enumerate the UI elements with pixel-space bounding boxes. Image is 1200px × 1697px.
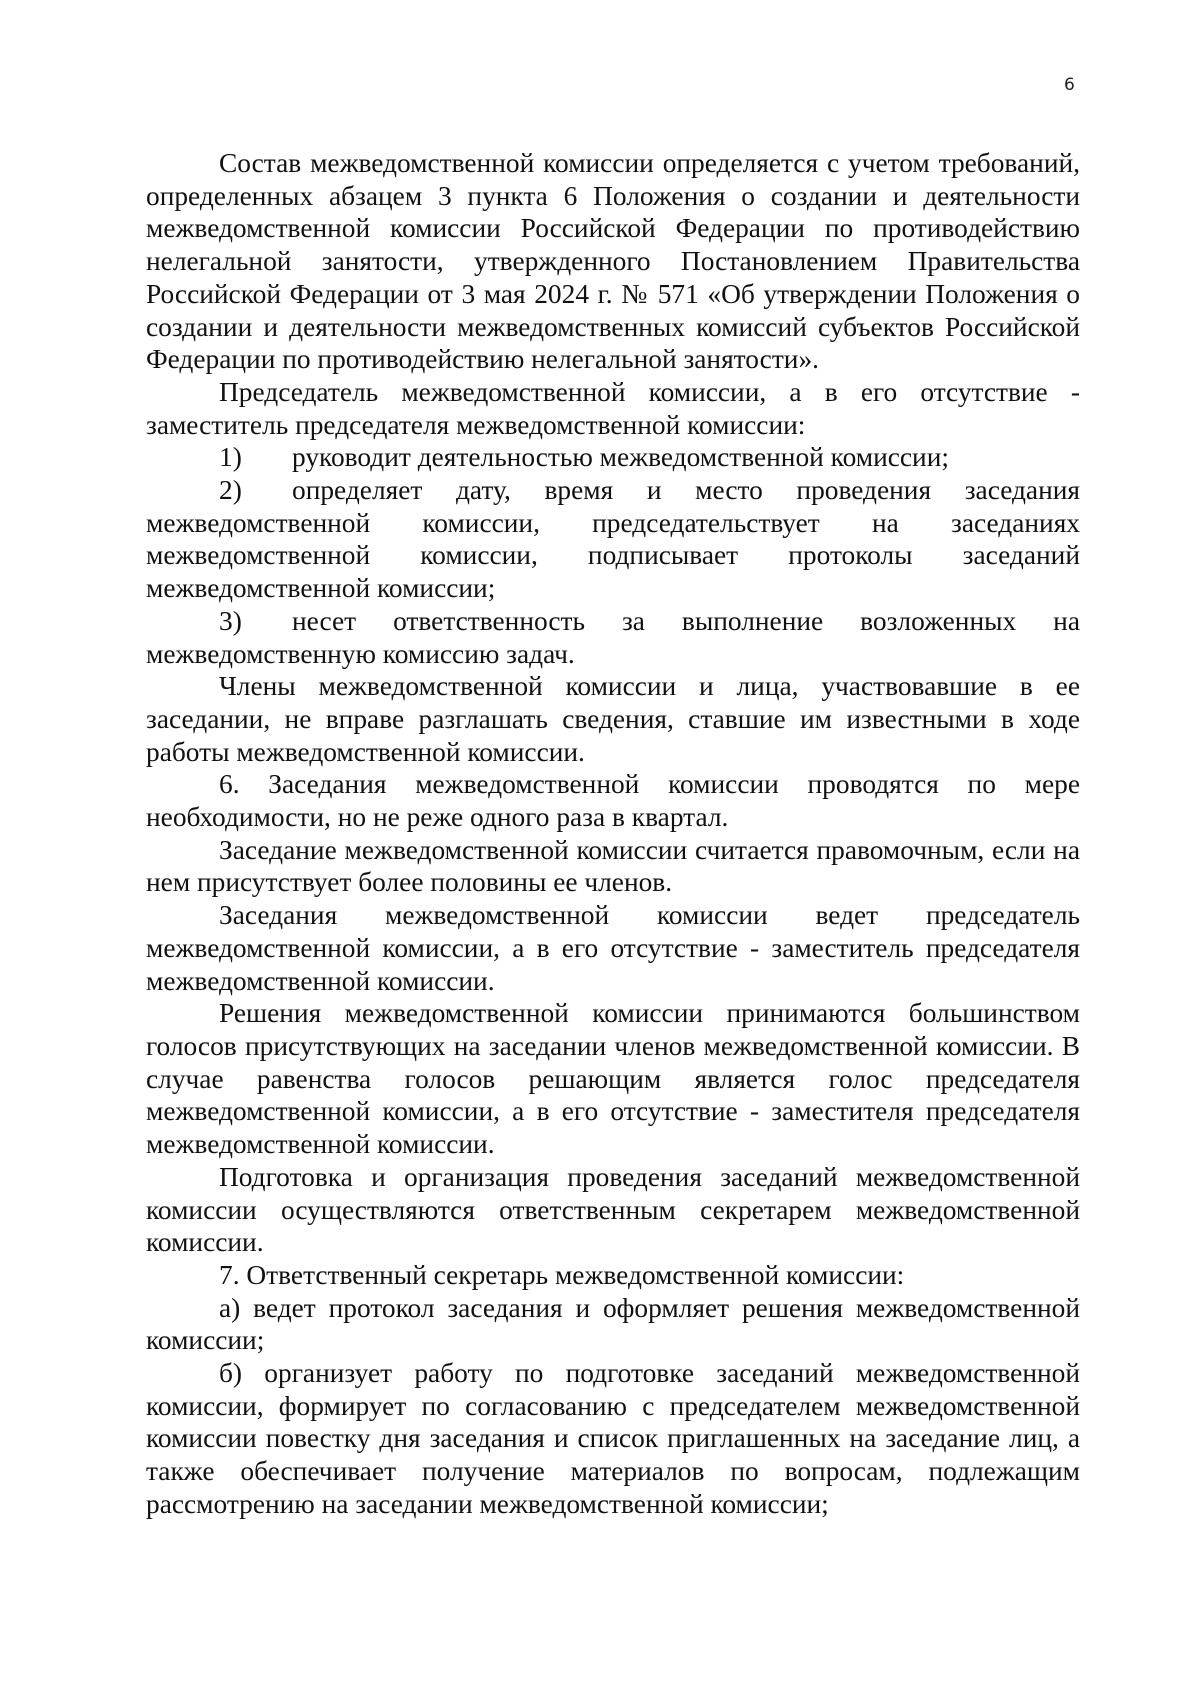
paragraph: Подготовка и организация проведения заседаний межведомственной комиссии осуществляются ответственным секретарем межведомственной комиссии.: [146, 1161, 1080, 1258]
list-item: [146, 605, 1080, 670]
list-item-text: определяет дату, время и место проведения заседания межведомственной комиссии, председательствует на заседаниях межведомственной комиссии, подписывает протоколы заседаний межведомственной комиссии;: [146, 475, 1080, 604]
paragraph: б) организует работу по подготовке заседаний межведомственной комиссии, формирует по согласованию с председателем межведомственной комиссии повестку дня заседания и список приглашенных на заседание лиц, а также обеспечивает получение материалов по вопросам, подлежащим рассмотрению на заседании межведомственной комиссии;: [146, 1358, 1080, 1519]
page-number: 6: [1064, 75, 1075, 95]
paragraph: Решения межведомственной комиссии принимаются большинством голосов присутствующих на заседании членов межведомственной комиссии. В случае равенства голосов решающим является голос председателя межведомственной комиссии, а в его отсутствие - заместителя председателя межведомственной комиссии.: [146, 998, 1080, 1160]
paragraph: Председатель межведомственной комиссии, а в его отсутствие - заместитель председателя межведомственной комиссии:: [146, 376, 1080, 440]
list-item-text: несет ответственность за выполнение возложенных на межведомственную комиссию задач.: [146, 605, 1080, 669]
list-item: [146, 441, 1080, 474]
list-item-text: руководит деятельностью межведомственной комиссии;: [292, 442, 949, 473]
list-item: [146, 474, 1080, 605]
list-item-number: 1): [219, 442, 242, 473]
paragraph: 7. Ответственный секретарь межведомственной комиссии:: [219, 1259, 905, 1290]
paragraph: 6. Заседания межведомственной комиссии проводятся по мере необходимости, но не реже одного раза в квартал.: [146, 769, 1080, 833]
paragraph: Состав межведомственной комиссии определяется с учетом требований, определенных абзацем 3 пункта 6 Положения о создании и деятельности межведомственной комиссии Российской Федерации по противодействию нелегальной занятости, утвержденного Постановлением Правительства Российской Федерации от 3 мая 2024 г. № 571 «Об утверждении Положения о создании и деятельности межведомственных комиссий субъектов Российской Федерации по противодействию нелегальной занятости».: [146, 148, 1080, 375]
list-item-number: 2): [219, 475, 242, 506]
paragraph: Заседания межведомственной комиссии ведет председатель межведомственной комиссии, а в его отсутствие - заместитель председателя межведомственной комиссии.: [146, 900, 1080, 996]
document-body: [146, 147, 1080, 1521]
paragraph: Заседание межведомственной комиссии считается правомочным, если на нем присутствует более половины ее членов.: [146, 834, 1080, 898]
list-item-number: 3): [219, 605, 242, 636]
paragraph: а) ведет протокол заседания и оформляет решения межведомственной комиссии;: [146, 1292, 1080, 1356]
paragraph: Члены межведомственной комиссии и лица, участвовавшие в ее заседании, не вправе разглашать сведения, ставшие им известными в ходе работы межведомственной комиссии.: [146, 671, 1080, 767]
